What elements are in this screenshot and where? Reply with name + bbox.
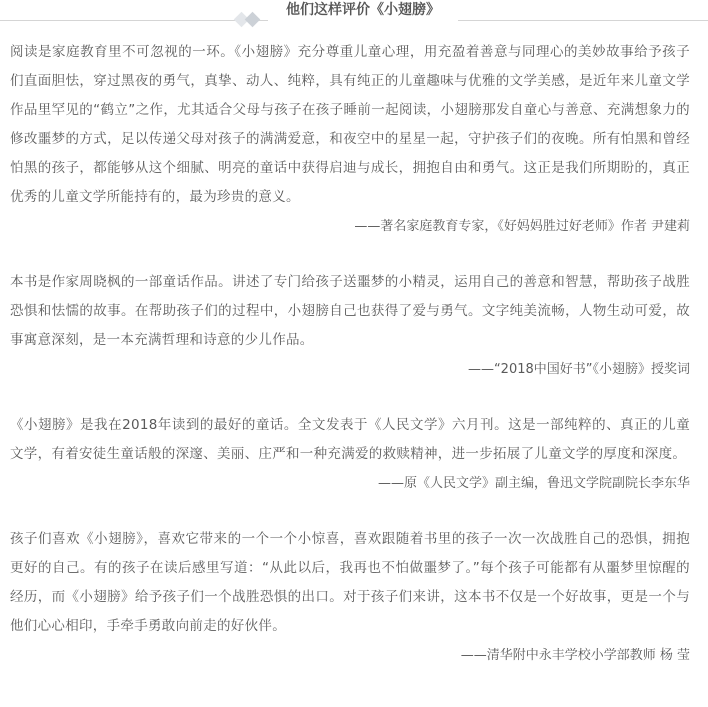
section-header xyxy=(0,0,708,30)
diamond-ornament-icon xyxy=(245,12,261,28)
review-item xyxy=(10,525,690,670)
review-item xyxy=(10,38,690,241)
section-title: 他们这样评价《小翅膀》 xyxy=(268,0,458,22)
reviews-list xyxy=(10,38,690,697)
review-text: 《小翅膀》是我在2018年读到的最好的童话。全文发表于《人民文学》六月刊。这是一部纯粹的、真正的儿童文学，有着安徒生童话般的深邃、美丽、庄严和一种充满爱的救赎精神，进一步拓展了儿童文学的厚度和深度。 xyxy=(10,417,690,462)
review-source: ——著名家庭教育专家，《好妈妈胜过好老师》作者 尹建莉 xyxy=(354,219,690,234)
review-text: 孩子们喜欢《小翅膀》，喜欢它带来的一个一个小惊喜，喜欢跟随着书里的孩子一次一次战胜自己的恐惧，拥抱更好的自己。有的孩子在读后感里写道：“从此以后，我再也不怕做噩梦了。”每个孩子可能都有从噩梦里惊醒的经历，而《小翅膀》给予孩子们一个战胜恐惧的出口。对于孩子们来讲，这本书不仅是一个好故事，更是一个与他们心心相印，手牵手勇敢向前走的好伙伴。 xyxy=(10,531,690,634)
review-item xyxy=(10,268,690,384)
review-text: 本书是作家周晓枫的一部童话作品。讲述了专门给孩子送噩梦的小精灵，运用自己的善意和智慧，帮助孩子战胜恐惧和怯懦的故事。在帮助孩子们的过程中，小翅膀自己也获得了爱与勇气。文字纯美流畅，人物生动可爱，故事寓意深刻，是一本充满哲理和诗意的少儿作品。 xyxy=(10,274,690,348)
review-source: ——“2018中国好书”《小翅膀》授奖词 xyxy=(467,362,690,377)
review-item xyxy=(10,411,690,498)
review-source: ——原《人民文学》副主编，鲁迅文学院副院长李东华 xyxy=(377,476,690,491)
review-source: ——清华附中永丰学校小学部教师 杨 莹 xyxy=(460,648,690,663)
review-text: 阅读是家庭教育里不可忽视的一环。《小翅膀》充分尊重儿童心理，用充盈着善意与同理心的美妙故事给予孩子们直面胆怯，穿过黑夜的勇气，真挚、动人、纯粹，具有纯正的儿童趣味与优雅的文学美感，是近年来儿童文学作品里罕见的“鹤立”之作，尤其适合父母与孩子在孩子睡前一起阅读，小翅膀那发自童心与善意、充满想象力的修改噩梦的方式，足以传递父母对孩子的满满爱意，和夜空中的星星一起，守护孩子们的夜晚。所有怕黑和曾经怕黑的孩子，都能够从这个细腻、明亮的童话中获得启迪与成长，拥抱自由和勇气。这正是我们所期盼的，真正优秀的儿童文学所能持有的，最为珍贵的意义。 xyxy=(10,44,690,205)
